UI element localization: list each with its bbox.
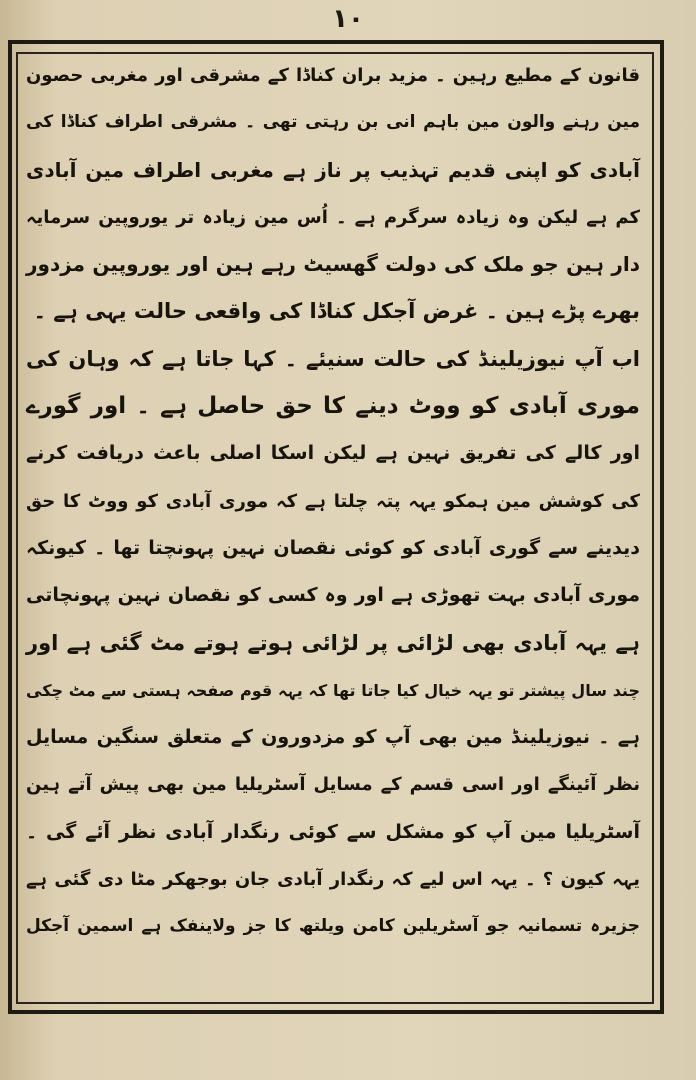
text-line: ہے یہہ آبادی بھی لڑائی پر لڑائی ہوتے ہوتے مٹ گئی ہے اور: [26, 630, 640, 655]
text-line: مین رہنے والون مین باہم انی بن رہتی تھی ۔ مشرقی اطراف کناڈا کی: [26, 112, 640, 133]
text-line: آسٹریلیا مین آپ کو مشکل سے کوئی رنگدار آبادی نظر آئے گی ۔: [26, 820, 640, 843]
text-line: بھرے پڑے ہین ۔ غرض آجکل کناڈا کی واقعی حالت یہی ہے ۔: [33, 299, 640, 324]
text-line: اب آپ نیوزیلینڈ کی حالت سنیئے ۔ کہا جاتا ہے کہ وہان کی: [26, 346, 640, 371]
text-line: ہے ۔ نیوزیلینڈ مین بھی آپ کو مزدورون کے متعلق سنگین مسایل: [26, 726, 640, 749]
text-line: دار ہین جو ملک کی دولت گھسیٹ رہے ہین اور یوروپین مزدور: [26, 252, 640, 277]
text-line: دیدینے سے گوری آبادی کو کوئی نقصان نہین پہونچتا تھا ۔ کیونکہ: [26, 536, 640, 559]
text-line: قانون کے مطیع رہین ۔ مزید بران کناڈا کے مشرقی اور مغربی حصون: [26, 65, 640, 86]
text-line: نظر آئینگے اور اسی قسم کے مسایل آسٹریلیا مین بھی پیش آتے ہین: [26, 774, 640, 796]
text-line: یہہ کیون ؟ ۔ یہہ اس لیے کہ رنگدار آبادی جان بوجھکر مٹا دی گئی ہے: [26, 869, 640, 891]
text-line: کم ہے لیکن وہ زیادہ سرگرم ہے ۔ اُس مین زیادہ تر یوروپین سرمایہ: [26, 206, 640, 228]
text-line: اور کالے کی تفریق نہین ہے لیکن اسکا اصلی باعث دریافت کرنے: [26, 442, 640, 465]
text-line: کی کوشش مین ہمکو یہہ پتہ چلتا ہے کہ موری آبادی کو ووٹ کا حق: [26, 490, 640, 512]
text-line: جزیرہ تسمانیہ جو آسٹریلین کامن ویلتھ کا جز ولاینفک ہے اسمین آجکل: [26, 916, 640, 937]
text-line: موری آبادی کو ووٹ دینے کا حق حاصل ہے ۔ اور گورے: [26, 393, 640, 420]
text-line: چند سال پیشتر تو یہہ خیال کیا جاتا تھا کہ یہہ قوم صفحہ ہستی سے مٹ چکی: [26, 680, 640, 700]
text-line: موری آبادی بہت تھوڑی ہے اور وہ کسی کو نقصان نہین پہونچاتی: [26, 584, 640, 607]
page-number: ۱۰: [332, 4, 364, 34]
urdu-text-block: [18, 52, 648, 1002]
text-line: آبادی کو اپنی قدیم تہذیب پر ناز ہے مغربی اطراف مین آبادی: [26, 157, 640, 182]
